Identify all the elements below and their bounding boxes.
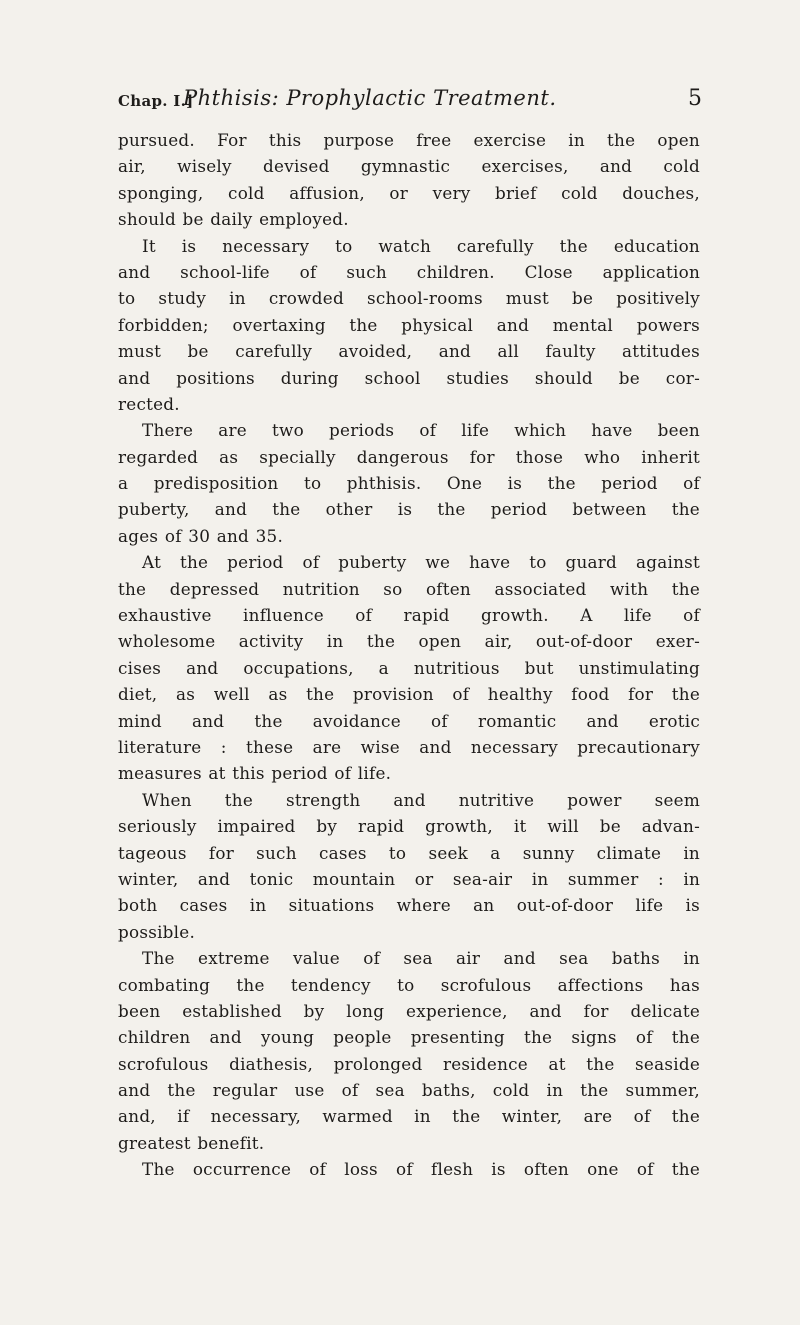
text-line: exhaustive influence of rapid growth. A life of	[118, 605, 700, 626]
text-line: wholesome activity in the open air, out-of-door exer-	[118, 631, 700, 652]
text-line: sponging, cold affusion, or very brief cold douches,	[118, 182, 700, 203]
text-line: There are two periods of life which have been	[142, 420, 700, 441]
text-line: The extreme value of sea air and sea baths in	[142, 948, 700, 969]
text-line: air, wisely devised gymnastic exercises, and cold	[118, 156, 700, 177]
text-line: and school-life of such children. Close application	[118, 261, 700, 282]
text-line: the depressed nutrition so often associated with the	[118, 578, 700, 599]
text-line: The occurrence of loss of flesh is often one of the	[142, 1159, 700, 1180]
text-line: forbidden; overtaxing the physical and mental powers	[118, 314, 700, 335]
text-line: puberty, and the other is the period between the	[118, 499, 700, 520]
text-line: cises and occupations, a nutritious but unstimulating	[118, 657, 700, 678]
text-line: and the regular use of sea baths, cold in the summer,	[118, 1080, 700, 1101]
text-line: scrofulous diathesis, prolonged residence at the seaside	[118, 1053, 700, 1074]
page-number: 5	[688, 86, 702, 111]
text-line: greatest benefit.	[118, 1132, 265, 1153]
running-head	[118, 80, 702, 120]
text-line: ages of 30 and 35.	[118, 525, 284, 546]
text-line: tageous for such cases to seek a sunny climate in	[118, 842, 700, 863]
text-line: regarded as specially dangerous for those who inherit	[118, 446, 700, 467]
text-line: winter, and tonic mountain or sea-air in summer : in	[118, 868, 700, 889]
body-text	[118, 127, 700, 1183]
text-line: mind and the avoidance of romantic and erotic	[118, 710, 700, 731]
text-line: When the strength and nutritive power seem	[142, 789, 700, 810]
running-title: Phthisis: Prophylactic Treatment.	[183, 86, 557, 110]
text-line: and, if necessary, warmed in the winter, are of the	[118, 1106, 700, 1127]
text-line: and positions during school studies should be cor-	[118, 367, 700, 388]
chapter-reference: Chap. I.]	[118, 92, 194, 110]
text-line: must be carefully avoided, and all faulty attitudes	[118, 341, 700, 362]
text-line: seriously impaired by rapid growth, it will be advan-	[118, 816, 700, 837]
text-line: should be daily employed.	[118, 209, 349, 230]
text-line: both cases in situations where an out-of-door life is	[118, 895, 700, 916]
text-line: been established by long experience, and for delicate	[118, 1000, 700, 1021]
text-line: to study in crowded school-rooms must be positively	[118, 288, 700, 309]
text-line: children and young people presenting the signs of the	[118, 1027, 700, 1048]
text-line: diet, as well as the provision of healthy food for the	[118, 684, 700, 705]
text-line: a predisposition to phthisis. One is the period of	[118, 473, 700, 494]
text-line: literature : these are wise and necessary precautionary	[118, 736, 700, 757]
text-line: At the period of puberty we have to guard against	[142, 552, 700, 573]
text-line: combating the tendency to scrofulous affections has	[118, 974, 700, 995]
text-line: pursued. For this purpose free exercise in the open	[118, 130, 700, 150]
text-line: It is necessary to watch carefully the education	[142, 235, 700, 256]
text-line: possible.	[118, 921, 196, 942]
text-line: measures at this period of life.	[118, 763, 392, 784]
text-line: rected.	[118, 393, 180, 414]
